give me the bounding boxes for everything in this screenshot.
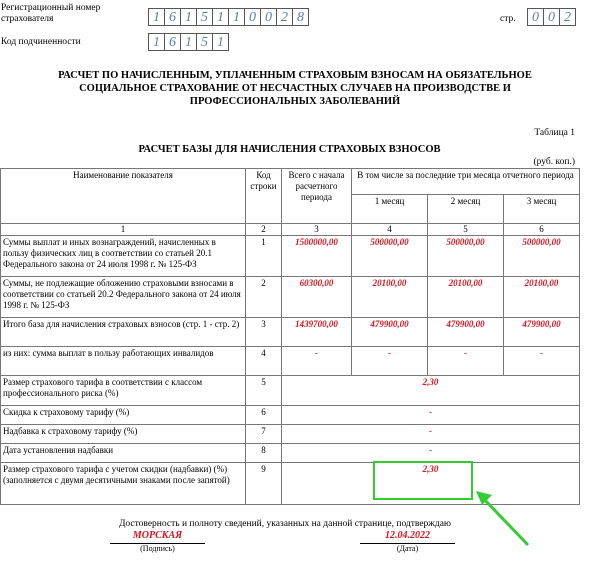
- row-month3-value[interactable]: 20100,00: [504, 277, 580, 318]
- signature-value: [110, 530, 205, 541]
- row-month1-value[interactable]: -: [352, 347, 428, 376]
- subordination-code-cells: [148, 33, 228, 51]
- row-total-value[interactable]: -: [282, 347, 352, 376]
- row-code: 9: [246, 463, 282, 505]
- row-value[interactable]: 2,30: [282, 376, 580, 406]
- reg-digit: 5: [196, 8, 213, 26]
- table-row: [1, 236, 580, 277]
- row-code: 8: [246, 444, 282, 463]
- reg-digit: 0: [260, 8, 277, 26]
- reg-digit: 1: [212, 8, 229, 26]
- units-label: (руб. коп.): [533, 157, 575, 167]
- header-month-1: 1 месяц: [352, 195, 428, 224]
- table-number-label: Таблица 1: [534, 128, 575, 138]
- confirmation-text: Достоверность и полноту сведений, указанных на данной странице, подтверждаю: [118, 519, 452, 529]
- table-row: [1, 347, 580, 376]
- page-label: стр.: [500, 14, 516, 24]
- column-number: 1: [1, 224, 246, 236]
- date-caption: (Дата): [396, 544, 419, 553]
- row-value[interactable]: -: [282, 406, 580, 425]
- signature-caption: (Подпись): [140, 544, 175, 553]
- row-month2-value[interactable]: -: [428, 347, 504, 376]
- row-name: Дата установления надбавки: [1, 444, 246, 463]
- row-code: 3: [246, 318, 282, 347]
- row-month2-value[interactable]: 500000,00: [428, 236, 504, 277]
- row-month2-value[interactable]: 479900,00: [428, 318, 504, 347]
- header-indicator-name: Наименование показателя: [1, 169, 246, 224]
- page-number-cells: [527, 8, 575, 26]
- row-total-value[interactable]: 1439700,00: [282, 318, 352, 347]
- row-total-value[interactable]: 60300,00: [282, 277, 352, 318]
- column-number: 2: [246, 224, 282, 236]
- header-month-2: 2 месяц: [428, 195, 504, 224]
- reg-digit: 1: [180, 8, 197, 26]
- date-value: [360, 530, 455, 541]
- row-name: Надбавка к страховому тарифу (%): [1, 425, 246, 444]
- row-month1-value[interactable]: 479900,00: [352, 318, 428, 347]
- row-name: из них: сумма выплат в пользу работающих инвалидов: [1, 347, 246, 376]
- row-code: 5: [246, 376, 282, 406]
- row-code: 7: [246, 425, 282, 444]
- row-total-value[interactable]: 1500000,00: [282, 236, 352, 277]
- header-month-3: 3 месяц: [504, 195, 580, 224]
- page-digit: 0: [543, 8, 560, 26]
- header-last-three-months: В том числе за последние три месяца отчетного периода: [352, 169, 580, 195]
- row-month2-value[interactable]: 20100,00: [428, 277, 504, 318]
- reg-digit: 6: [164, 8, 181, 26]
- header-line-code: Код строки: [246, 169, 282, 224]
- sub-digit: 5: [196, 33, 213, 51]
- row-code: 4: [246, 347, 282, 376]
- row-value[interactable]: -: [282, 425, 580, 444]
- reg-digit: 8: [292, 8, 309, 26]
- row-code: 1: [246, 236, 282, 277]
- row-code: 6: [246, 406, 282, 425]
- row-name: Итого база для начисления страховых взносов (стр. 1 - стр. 2): [1, 318, 246, 347]
- column-number: 4: [352, 224, 428, 236]
- reg-digit: 1: [228, 8, 245, 26]
- column-number: 5: [428, 224, 504, 236]
- row-month1-value[interactable]: 20100,00: [352, 277, 428, 318]
- registration-number-cells: [148, 8, 308, 26]
- row-name: Суммы выплат и иных вознаграждений, начисленных в пользу физических лиц в соответствии со статьей 20.1 Федерального закона от 24 июля 1998 г. № 125-ФЗ: [1, 236, 246, 277]
- page-digit: 0: [527, 8, 544, 26]
- row-value[interactable]: 2,30: [282, 463, 580, 505]
- row-month3-value[interactable]: -: [504, 347, 580, 376]
- column-number: 3: [282, 224, 352, 236]
- signature-text: МОРСКАЯ: [132, 530, 183, 541]
- header-total: Всего с начала расчетного периода: [282, 169, 352, 224]
- row-name: Размер страхового тарифа в соответствии с классом профессионального риска (%): [1, 376, 246, 406]
- row-month1-value[interactable]: 500000,00: [352, 236, 428, 277]
- reg-digit: 0: [244, 8, 261, 26]
- base-calculation-table: [0, 168, 580, 505]
- page-digit: 2: [559, 8, 576, 26]
- row-value[interactable]: -: [282, 444, 580, 463]
- row-name: Суммы, не подлежащие обложению страховыми взносами в соответствии со статьей 20.2 Федерального закона от 24 июля 1998 г. № 125-ФЗ: [1, 277, 246, 318]
- table-title: РАСЧЕТ БАЗЫ ДЛЯ НАЧИСЛЕНИЯ СТРАХОВЫХ ВЗНОСОВ: [138, 144, 441, 155]
- reg-digit: 1: [148, 8, 165, 26]
- table-row: [1, 425, 580, 444]
- row-name: Размер страхового тарифа с учетом скидки (надбавки) (%) (заполняется с двумя десятичными знаками после запятой): [1, 463, 246, 505]
- table-row: [1, 376, 580, 406]
- highlight-box: [373, 461, 473, 500]
- date-text: 12.04.2022: [385, 530, 430, 541]
- table-row: [1, 318, 580, 347]
- table-row: [1, 277, 580, 318]
- table-row: [1, 444, 580, 463]
- row-month3-value[interactable]: 500000,00: [504, 236, 580, 277]
- row-code: 2: [246, 277, 282, 318]
- sub-digit: 1: [148, 33, 165, 51]
- form-title: РАСЧЕТ ПО НАЧИСЛЕННЫМ, УПЛАЧЕННЫМ СТРАХОВЫМ ВЗНОСАМ НА ОБЯЗАТЕЛЬНОЕ СОЦИАЛЬНОЕ СТРАХОВАНИЕ ОТ НЕСЧАСТНЫХ СЛУЧАЕВ НА ПРОИЗВОДСТВЕ И ПРОФЕССИОНАЛЬНЫХ ЗАБОЛЕВАНИЙ: [58, 70, 532, 107]
- subordination-code-label: Код подчиненности: [1, 37, 81, 47]
- reg-digit: 2: [276, 8, 293, 26]
- row-name: Скидка к страховому тарифу (%): [1, 406, 246, 425]
- sub-digit: 6: [164, 33, 181, 51]
- column-number: 6: [504, 224, 580, 236]
- table-row: [1, 406, 580, 425]
- row-month3-value[interactable]: 479900,00: [504, 318, 580, 347]
- sub-digit: 1: [180, 33, 197, 51]
- registration-number-label: Регистрационный номер страхователя: [1, 3, 101, 24]
- sub-digit: 1: [212, 33, 229, 51]
